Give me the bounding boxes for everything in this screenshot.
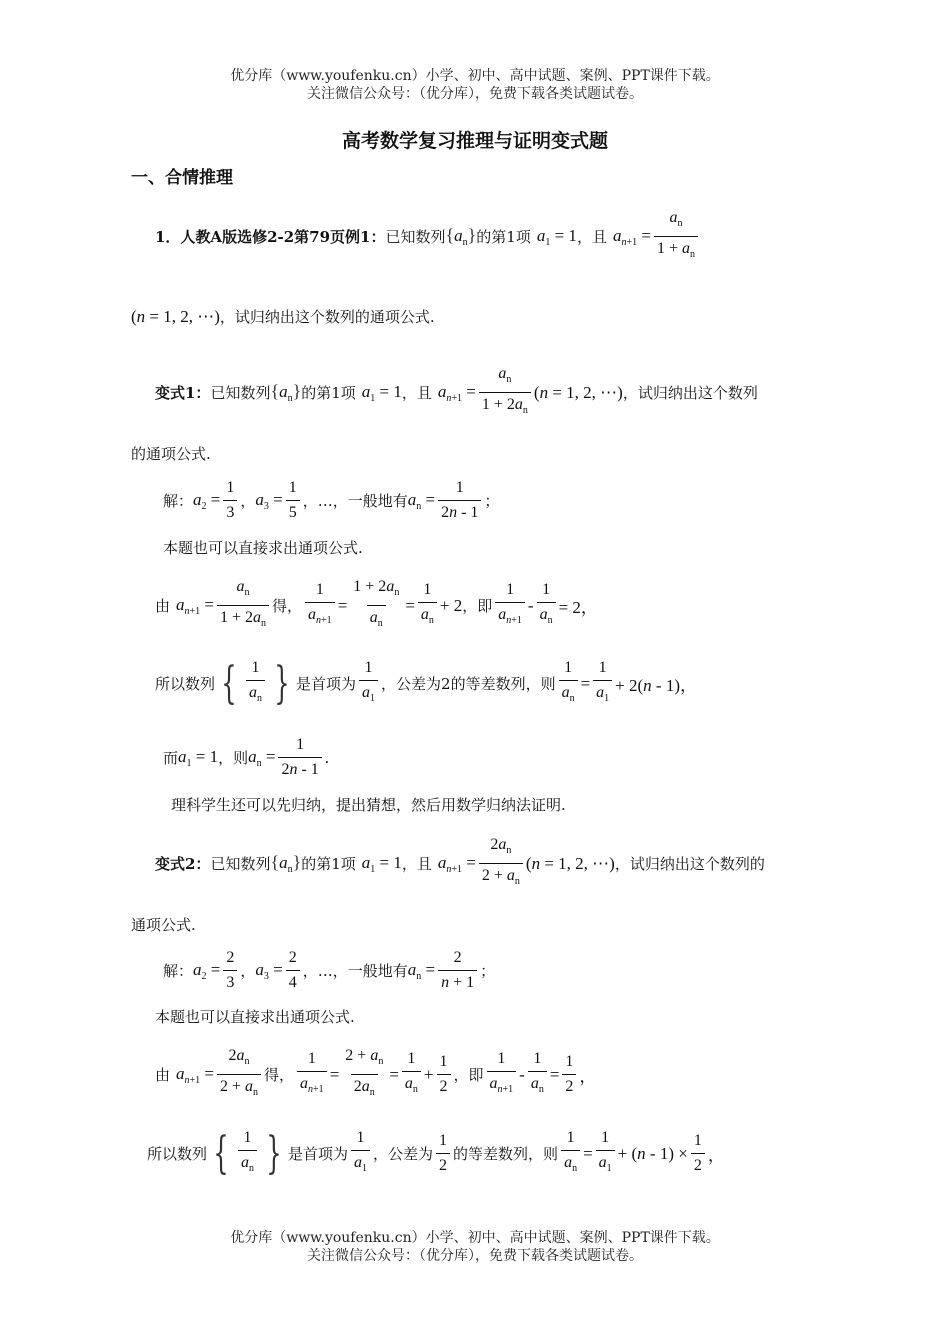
variant-1-direct: 本题也可以直接求出通项公式. — [163, 539, 363, 557]
header-line-2: 关注微信公众号：（优分库），免费下载各类试题试卷。 — [307, 86, 643, 102]
variant-1-line-1: 变式1： 已知数列 $\{a_n\}$ 的第1项 $a_1 = 1$ ，且 $a_{n+1}$ = $\frac{a_n}{1 + 2a_n}$ (n = 1, 2, ⋯) ，试归纳出这个数列 — [155, 364, 758, 421]
variant-1-science-note: 理科学生还可以先归纳，提出猜想，然后用数学归纳法证明. — [171, 796, 566, 814]
variant-2-line-2: 通项公式. — [131, 916, 196, 934]
variant-1-arith-seq: 所以数列 { $\frac{1}{a_n}$ } 是首项为 $\frac{1}{a_1}$ ，公差为2的等差数列，则 $\frac{1}{a_n}$ = $\frac{1}{a_1}$ + 2(n - 1)， — [155, 657, 697, 709]
problem-1-line-2: (n = 1, 2, ⋯) ，试归纳出这个数列的通项公式. — [131, 306, 435, 326]
variant-2-line-1: 变式2： 已知数列 $\{a_n\}$ 的第1项 $a_1 = 1$ ，且 $a_{n+1}$ = $\frac{2a_n}{2 + a_n}$ (n = 1, 2, ⋯) ，试归纳出这个数列的 — [155, 835, 765, 892]
page-title: 高考数学复习推理与证明变式题 — [341, 130, 608, 152]
header-line-1: 优分库（www.youfenku.cn）小学、初中、高中试题、案例、PPT课件下载。 — [230, 68, 720, 84]
variant-2-direct: 本题也可以直接求出通项公式. — [155, 1008, 355, 1026]
variant-1-line-2: 的通项公式. — [131, 445, 211, 463]
variant-1-conclusion: 而 $a_1 = 1$ ，则 $a_n$ = $\frac{1}{2n - 1}$ . — [163, 736, 330, 778]
variant-1-solution: 解： $a_2$ = $\frac{1}{3}$ ， $a_3$ = $\frac{1}{5}$ ，…，一般地有 $a_n$ = $\frac{1}{2n - 1}$ ； — [163, 479, 500, 521]
section-heading: 一、合情推理 — [131, 168, 233, 188]
variant-2-arith-seq: 所以数列 { $\frac{1}{a_n}$ } 是首项为 $\frac{1}{a_1}$ ，公差为 $\frac{1}{2}$ 的等差数列，则 $\frac{1}{a_n}$ = $\frac{1}{a_1}$ + (n - 1) × $\frac{1}{2}$ ， — [147, 1127, 725, 1179]
variant-2-derivation: 由 $a_{n+1}$ = $\frac{2a_n}{2 + a_n}$ 得， $\frac{1}{a_{n+1}}$ = $\frac{2 + a_n}{2a_n}$ = $\frac{1}{a_n}$ + $\frac{1}{2}$ ，即 $\frac{1}{a_{n+1}}$ - $\frac{1}{a_n}$ = $\frac{1}{2}$ ， — [155, 1046, 596, 1103]
variant-1-derivation: 由 $a_{n+1}$ = $\frac{a_n}{1 + 2a_n}$ 得， $\frac{1}{a_{n+1}}$ = $\frac{1 + 2a_n}{a_n}$ = $\frac{1}{a_n}$ + 2 ，即 $\frac{1}{a_{n+1}}$ - $\frac{1}{a_n}$ = 2， — [155, 577, 598, 634]
variant-2-solution: 解： $a_2$ = $\frac{2}{3}$ ， $a_3$ = $\frac{2}{4}$ ，…，一般地有 $a_n$ = $\frac{2}{n + 1}$ ； — [163, 949, 496, 991]
footer-line-2: 关注微信公众号：（优分库），免费下载各类试题试卷。 — [307, 1248, 643, 1264]
problem-1-line-1: 1．人教A版选修2-2第79页例1： 已知数列 $\{a_n\}$ 的第1项 $a_1 = 1$ ，且 $a_{n+1}$ = $\frac{a_n}{1 + a_n}$ — [155, 208, 701, 265]
footer-line-1: 优分库（www.youfenku.cn）小学、初中、高中试题、案例、PPT课件下载。 — [230, 1230, 720, 1246]
